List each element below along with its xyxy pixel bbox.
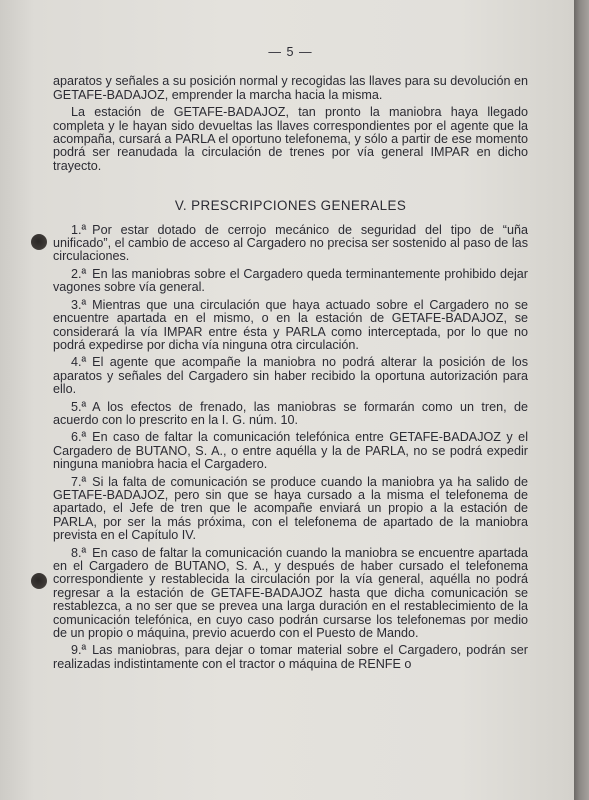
page-edge-shadow [574,0,589,800]
item-number: 4.ª [71,355,87,370]
item-number: 6.ª [71,430,87,445]
item-text: Por estar dotado de cerrojo mecánico de seguridad del tipo de “uña unificado”, el cambio de acceso al Cargadero no precisa ser sostenido al paso de las circulaciones. [53,222,528,264]
item-6 [53,431,528,471]
item-9 [53,644,528,671]
item-number: 7.ª [71,474,87,489]
item-7 [53,476,528,543]
section-heading: V. PRESCRIPCIONES GENERALES [174,198,407,214]
item-1 [53,224,528,264]
item-text: Las maniobras, para dejar o tomar material sobre el Cargadero, podrán ser realizadas indistintamente con el tractor o máquina de RENFE o [53,643,528,671]
item-text: El agente que acompañe la maniobra no podrá alterar la posición de los aparatos y señales del Cargadero sin haber recibido la oportuna autorización para ello. [53,355,528,397]
page-number: — 5 — [268,45,313,59]
intro-paragraph-1: aparatos y señales a su posición normal y recogidas las llaves para su devolución en GETAFE-BADAJOZ, emprender la marcha hacia la misma. [53,74,528,102]
item-text: A los efectos de frenado, las maniobras se formarán como un tren, de acuerdo con lo prescrito en la I. G. núm. 10. [53,399,528,427]
item-text: Mientras que una circulación que haya actuado sobre el Cargadero no se encuentre apartada en el mismo, o en la estación de GETAFE-BADAJOZ, se considerará la vía IMPAR entre ésta y PARLA como interceptada, por lo que no podrá expedirse por dicha vía ninguna otra circulación. [53,297,528,352]
item-number: 1.ª [71,222,87,237]
binder-hole-top [31,234,47,250]
item-text: En las maniobras sobre el Cargadero queda terminantemente prohibido dejar vagones sobre vía general. [53,266,528,295]
item-3 [53,299,528,353]
binder-hole-bottom [31,573,47,589]
item-5 [53,401,528,428]
item-2 [53,268,528,295]
item-number: 8.ª [71,545,87,560]
page-text [53,46,528,675]
item-text: Si la falta de comunicación se produce cuando la maniobra ya ha salido de GETAFE-BADAJOZ, pero sin que se haya cursado a la misma el telefonema de apartado, el Jefe de tren que le acompañe enviará un propio a la estación de PARLA, por ser la más próxima, con el telefonema de apartado de la maniobra prevista en el Capítulo IV. [53,474,528,543]
item-number: 5.ª [71,399,87,414]
item-4 [53,356,528,396]
item-text: En caso de faltar la comunicación cuando la maniobra se encuentre apartada en el Cargadero de BUTANO, S. A., y después de haber cursado el telefonema correspondiente y restablecida la circulación por la vía general, aquélla no podrá regresar a la estación de GETAFE-BADAJOZ hasta que dicha comunicación se restablezca, a no ser que se prevea una larga duración en el restablecimiento de la comunicación telefónica, en cuyo caso podrán cursarse los telefonemas por medio de un propio o máquina, previo acuerdo con el Puesto de Mando. [53,545,528,641]
item-text: En caso de faltar la comunicación telefónica entre GETAFE-BADAJOZ y el Cargadero de BUTANO, S. A., o entre aquélla y la de PARLA, no se podrá expedir ninguna maniobra hacia el Cargadero. [53,430,528,472]
item-number: 2.ª [71,266,87,281]
item-number: 9.ª [71,643,87,658]
item-number: 3.ª [71,297,87,312]
item-8 [53,547,528,641]
intro-paragraph-2: La estación de GETAFE-BADAJOZ, tan pronto la maniobra haya llegado completa y le hayan sido devueltas las llaves correspondientes por el agente que la acompaña, cursará a PARLA el oportuno telefonema, y sólo a partir de ese momento podrá ser reanudada la circulación de trenes por vía general IMPAR en dicho trayecto. [53,105,528,173]
